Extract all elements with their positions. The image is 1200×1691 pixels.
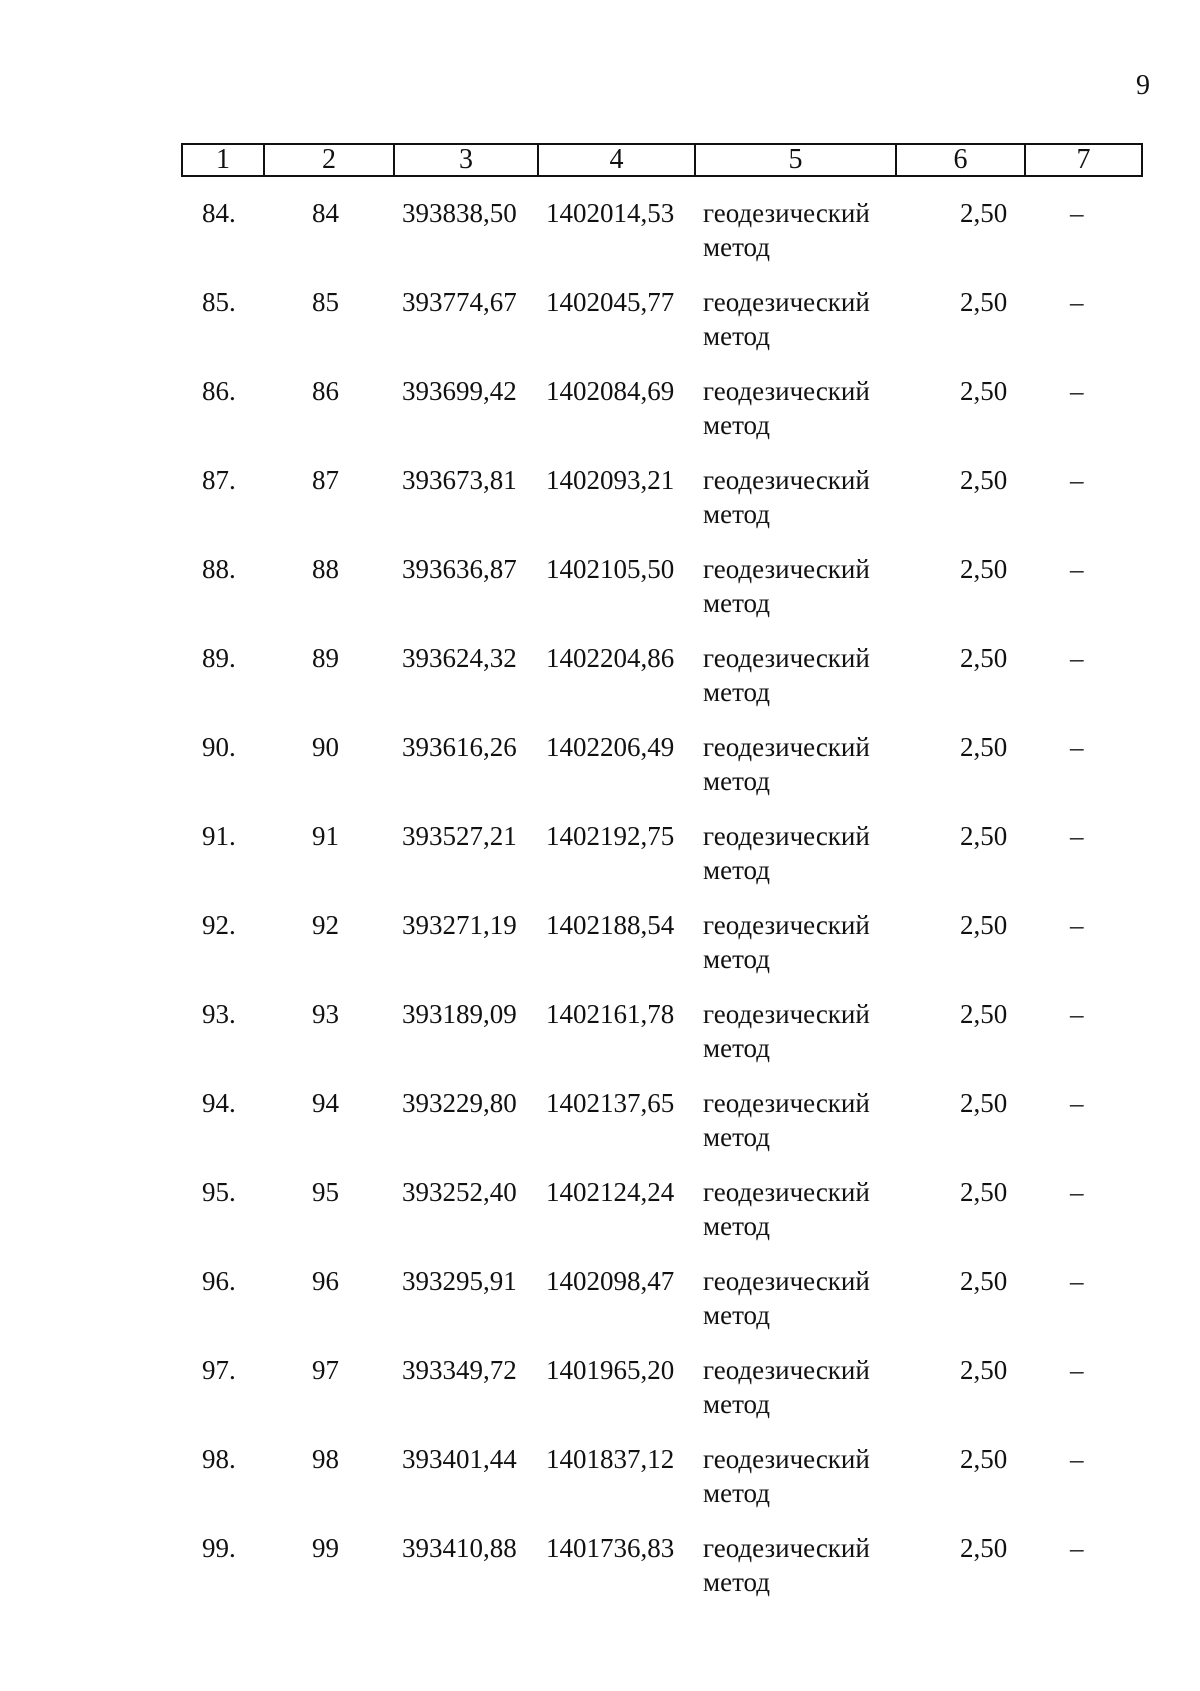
coordinate-y: 1401837,12	[546, 1444, 675, 1474]
method-line-2: метод	[703, 855, 770, 885]
method-cell	[703, 374, 893, 442]
col7-value: –	[1070, 465, 1084, 495]
method-line-1: геодезический	[703, 732, 870, 762]
header-col-5: 5	[788, 144, 803, 175]
point-number: 99	[312, 1533, 339, 1563]
method-line-2: метод	[703, 677, 770, 707]
coordinate-y: 1401736,83	[546, 1533, 675, 1563]
method-line-1: геодезический	[703, 821, 870, 851]
method-line-2: метод	[703, 410, 770, 440]
col7-value: –	[1070, 1177, 1084, 1207]
method-line-1: геодезический	[703, 1444, 870, 1474]
method-cell	[703, 1175, 893, 1243]
coordinate-x: 393838,50	[402, 198, 517, 228]
coordinate-x: 393252,40	[402, 1177, 517, 1207]
row-number: 84.	[202, 198, 236, 228]
accuracy-value: 2,50	[960, 198, 1008, 228]
method-cell	[703, 1086, 893, 1154]
row-number: 90.	[202, 732, 236, 762]
row-number: 97.	[202, 1355, 236, 1385]
coordinate-x: 393189,09	[402, 999, 517, 1029]
method-line-2: метод	[703, 1122, 770, 1152]
col7-value: –	[1070, 554, 1084, 584]
accuracy-value: 2,50	[960, 465, 1008, 495]
method-cell	[703, 196, 893, 264]
coordinate-x: 393527,21	[402, 821, 517, 851]
table-row	[0, 285, 1200, 374]
method-line-1: геодезический	[703, 465, 870, 495]
header-col-4: 4	[609, 144, 624, 175]
method-line-1: геодезический	[703, 198, 870, 228]
coordinate-y: 1402105,50	[546, 554, 675, 584]
row-number: 96.	[202, 1266, 236, 1296]
coordinate-y: 1402206,49	[546, 732, 675, 762]
table-row	[0, 196, 1200, 285]
coordinate-y: 1402192,75	[546, 821, 675, 851]
method-line-2: метод	[703, 766, 770, 796]
method-line-1: геодезический	[703, 1355, 870, 1385]
accuracy-value: 2,50	[960, 1444, 1008, 1474]
header-col-7: 7	[1076, 144, 1091, 175]
row-number: 85.	[202, 287, 236, 317]
point-number: 97	[312, 1355, 339, 1385]
point-number: 95	[312, 1177, 339, 1207]
coordinate-y: 1402204,86	[546, 643, 675, 673]
header-col-3: 3	[459, 144, 473, 175]
col7-value: –	[1070, 376, 1084, 406]
coordinate-x: 393349,72	[402, 1355, 517, 1385]
method-line-2: метод	[703, 499, 770, 529]
table-row	[0, 997, 1200, 1086]
col7-value: –	[1070, 1355, 1084, 1385]
method-cell	[703, 908, 893, 976]
method-cell	[703, 1353, 893, 1421]
accuracy-value: 2,50	[960, 287, 1008, 317]
method-line-1: геодезический	[703, 554, 870, 584]
col7-value: –	[1070, 910, 1084, 940]
point-number: 86	[312, 376, 339, 406]
table-row	[0, 1086, 1200, 1175]
point-number: 90	[312, 732, 339, 762]
row-number: 99.	[202, 1533, 236, 1563]
accuracy-value: 2,50	[960, 643, 1008, 673]
method-line-2: метод	[703, 588, 770, 618]
accuracy-value: 2,50	[960, 910, 1008, 940]
point-number: 85	[312, 287, 339, 317]
coordinate-y: 1402014,53	[546, 198, 675, 228]
method-line-2: метод	[703, 1389, 770, 1419]
coordinate-x: 393673,81	[402, 465, 517, 495]
point-number: 91	[312, 821, 339, 851]
method-cell	[703, 641, 893, 709]
table-row	[0, 1531, 1200, 1620]
table-row	[0, 1175, 1200, 1264]
method-line-1: геодезический	[703, 376, 870, 406]
method-line-1: геодезический	[703, 287, 870, 317]
coordinate-x: 393229,80	[402, 1088, 517, 1118]
table-body	[0, 196, 1200, 1620]
point-number: 88	[312, 554, 339, 584]
row-number: 95.	[202, 1177, 236, 1207]
point-number: 96	[312, 1266, 339, 1296]
point-number: 94	[312, 1088, 339, 1118]
method-line-1: геодезический	[703, 1266, 870, 1296]
coordinate-x: 393774,67	[402, 287, 517, 317]
point-number: 98	[312, 1444, 339, 1474]
row-number: 91.	[202, 821, 236, 851]
coordinate-y: 1402124,24	[546, 1177, 675, 1207]
table-row	[0, 908, 1200, 997]
method-cell	[703, 730, 893, 798]
method-line-1: геодезический	[703, 1088, 870, 1118]
col7-value: –	[1070, 821, 1084, 851]
row-number: 89.	[202, 643, 236, 673]
page-number: 9	[1136, 70, 1150, 101]
point-number: 92	[312, 910, 339, 940]
col7-value: –	[1070, 1088, 1084, 1118]
coordinate-y: 1402045,77	[546, 287, 675, 317]
accuracy-value: 2,50	[960, 1533, 1008, 1563]
row-number: 87.	[202, 465, 236, 495]
col7-value: –	[1070, 287, 1084, 317]
col7-value: –	[1070, 732, 1084, 762]
method-cell	[703, 1531, 893, 1599]
table-row	[0, 374, 1200, 463]
coordinate-x: 393271,19	[402, 910, 517, 940]
method-line-2: метод	[703, 1478, 770, 1508]
coordinate-y: 1402161,78	[546, 999, 675, 1029]
method-cell	[703, 1442, 893, 1510]
method-line-2: метод	[703, 321, 770, 351]
method-cell	[703, 285, 893, 353]
method-cell	[703, 1264, 893, 1332]
method-line-2: метод	[703, 1211, 770, 1241]
coordinate-y: 1402098,47	[546, 1266, 675, 1296]
table-header	[181, 143, 1143, 177]
table-row	[0, 819, 1200, 908]
method-line-1: геодезический	[703, 999, 870, 1029]
col7-value: –	[1070, 1444, 1084, 1474]
col7-value: –	[1070, 999, 1084, 1029]
coordinate-x: 393410,88	[402, 1533, 517, 1563]
accuracy-value: 2,50	[960, 1266, 1008, 1296]
coordinate-y: 1402084,69	[546, 376, 675, 406]
coordinate-y: 1401965,20	[546, 1355, 675, 1385]
accuracy-value: 2,50	[960, 821, 1008, 851]
table-row	[0, 1442, 1200, 1531]
table-row	[0, 641, 1200, 730]
table-row	[0, 552, 1200, 641]
accuracy-value: 2,50	[960, 554, 1008, 584]
method-line-2: метод	[703, 1300, 770, 1330]
method-line-2: метод	[703, 232, 770, 262]
coordinate-x: 393699,42	[402, 376, 517, 406]
col7-value: –	[1070, 1266, 1084, 1296]
method-cell	[703, 552, 893, 620]
accuracy-value: 2,50	[960, 732, 1008, 762]
point-number: 89	[312, 643, 339, 673]
coordinate-x: 393295,91	[402, 1266, 517, 1296]
method-cell	[703, 463, 893, 531]
accuracy-value: 2,50	[960, 376, 1008, 406]
method-line-1: геодезический	[703, 1177, 870, 1207]
accuracy-value: 2,50	[960, 1355, 1008, 1385]
coordinate-y: 1402093,21	[546, 465, 675, 495]
point-number: 87	[312, 465, 339, 495]
method-cell	[703, 819, 893, 887]
coordinate-y: 1402137,65	[546, 1088, 675, 1118]
row-number: 92.	[202, 910, 236, 940]
method-line-2: метод	[703, 1033, 770, 1063]
method-line-1: геодезический	[703, 643, 870, 673]
row-number: 88.	[202, 554, 236, 584]
method-cell	[703, 997, 893, 1065]
col7-value: –	[1070, 1533, 1084, 1563]
table-row	[0, 1264, 1200, 1353]
coordinate-x: 393401,44	[402, 1444, 517, 1474]
coordinate-x: 393636,87	[402, 554, 517, 584]
method-line-2: метод	[703, 944, 770, 974]
method-line-1: геодезический	[703, 910, 870, 940]
accuracy-value: 2,50	[960, 1088, 1008, 1118]
coordinate-x: 393616,26	[402, 732, 517, 762]
header-col-1: 1	[216, 144, 230, 175]
row-number: 98.	[202, 1444, 236, 1474]
row-number: 86.	[202, 376, 236, 406]
row-number: 93.	[202, 999, 236, 1029]
table-row	[0, 463, 1200, 552]
header-col-2: 2	[322, 144, 336, 175]
accuracy-value: 2,50	[960, 999, 1008, 1029]
col7-value: –	[1070, 198, 1084, 228]
col7-value: –	[1070, 643, 1084, 673]
header-col-6: 6	[953, 144, 968, 175]
point-number: 84	[312, 198, 339, 228]
table-row	[0, 1353, 1200, 1442]
accuracy-value: 2,50	[960, 1177, 1008, 1207]
method-line-1: геодезический	[703, 1533, 870, 1563]
table-row	[0, 730, 1200, 819]
row-number: 94.	[202, 1088, 236, 1118]
point-number: 93	[312, 999, 339, 1029]
method-line-2: метод	[703, 1567, 770, 1597]
coordinate-x: 393624,32	[402, 643, 517, 673]
coordinate-y: 1402188,54	[546, 910, 675, 940]
